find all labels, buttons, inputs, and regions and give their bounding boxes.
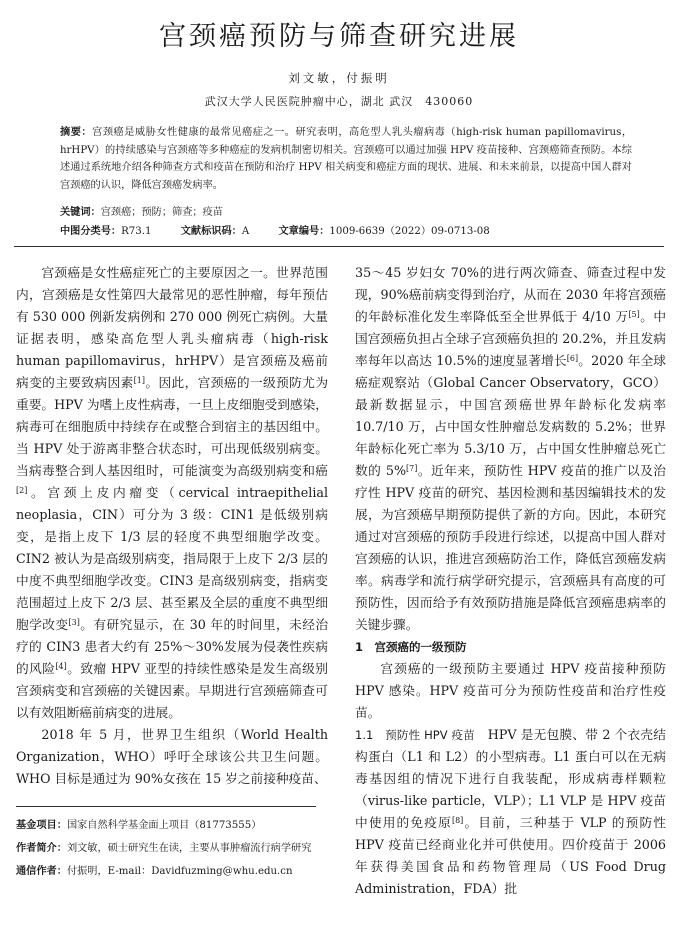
clc-label: 中图分类号： — [60, 226, 122, 237]
keywords-text: 宫颈癌；预防；筛查；疫苗 — [100, 207, 223, 218]
citation: [2] — [16, 486, 28, 495]
abstract-label: 摘要： — [60, 127, 93, 138]
body-paragraph: 2018 年 5 月，世界卫生组织（World Health Organization，WHO）呼吁全球该公共卫生问题。WHO 目标是通过为 90%女孩在 15 岁之前接种疫苗、 — [16, 727, 328, 786]
body-paragraph: 1.1 预防性 HPV 疫苗 HPV 是无包膜、带 2 个衣壳结构蛋白（L1 和 L2）的小型病毒。L1 蛋白可以在无病毒基因组的情况下进行自我装配，形成病毒样颗粒（virus-like particle，VLP）；L1 VLP 是 HPV 疫苗中使用的免疫原[8]。目前，三种基于 VLP 的预防性 HPV 疫苗已经商业化并可供使用。四价疫苗于 2006 年获得美国食品和药物管理局（US Food Drug Administration，FDA）批 — [355, 727, 666, 896]
subsection-heading: 1.1 预防性 HPV 疫苗 — [355, 728, 475, 742]
citation: [8] — [451, 816, 464, 825]
author-note — [16, 837, 328, 860]
author-list: 刘文敏，付振明 — [288, 71, 390, 85]
correspondence-text: 付振明，E-mail：Davidfuzming@whu.edu.cn — [66, 866, 293, 877]
affiliation: 武汉大学人民医院肿瘤中心，湖北 武汉 430060 — [204, 95, 474, 108]
author-bio-text: 刘文敏，硕士研究生在读，主要从事肿瘤流行病学研究 — [66, 843, 312, 854]
footnote-divider — [16, 806, 316, 807]
author-bio-label: 作者简介： — [16, 843, 67, 854]
body-paragraph: 宫颈癌的一级预防主要通过 HPV 疫苗接种预防 HPV 感染。HPV 疫苗可分为预防性疫苗和治疗性疫苗。 — [355, 661, 666, 720]
body-paragraph: 宫颈癌是女性癌症死亡的主要原因之一。世界范围内，宫颈癌是女性第四大最常见的恶性肿瘤，每年预估有 530 000 例新发病例和 270 000 例死亡病例。大量证据表明，感染高危型人乳头瘤病毒（high-risk human papillomavirus，hrHPV）是宫颈癌及癌前病变的主要致病因素[1]。因此，宫颈癌的一级预防尤为重要。HPV 为嗜上皮性病毒，一旦上皮细胞受到感染，病毒可在细胞质中持续存在或整合到宿主的基因组中。当 HPV 处于游离非整合状态时，可出现低级别病变。当病毒整合到人基因组时，可能演变为高级别病变和癌[2]。宫颈上皮内瘤变（cervical intraepithelial neoplasia，CIN）可分为 3 级：CIN1 是低级别病变，是指上皮下 1/3 层的轻度不典型细胞学改变。CIN2 被认为是高级别病变，指局限于上皮下 2/3 层的中度不典型细胞学改变。CIN3 是高级别病变，指病变范围超过上皮下 2/3 层、甚至累及全层的重度不典型细胞学改变[3]。有研究显示，在 30 年的时间里，未经治疗的 CIN3 患者大约有 25%～30%发展为侵袭性疾病的风险[4]。致瘤 HPV 亚型的持续性感染是发生高级别宫颈病变和宫颈癌的关键因素。早期进行宫颈癌筛查可以有效阻断癌前病变的进展。 — [16, 265, 329, 720]
header-divider — [14, 246, 664, 247]
citation: [3] — [68, 618, 80, 627]
correspondence-note — [16, 860, 328, 883]
clc-value: R73.1 — [121, 226, 152, 237]
article-number-value: 1009-6639（2022）09-0713-08 — [329, 226, 490, 237]
doc-code-label: 文献标识码： — [180, 226, 242, 237]
classification-line — [60, 222, 516, 237]
citation: [6] — [566, 354, 579, 363]
funding-note — [16, 814, 328, 837]
body-paragraph: 35～45 岁妇女 70%的进行两次筛查、筛查过程中发现，90%癌前病变得到治疗，从而在 2030 年将宫颈癌的年龄标准化发生率降低至全世界低于 4/10 万[5]。中国宫颈癌负担占全球子宫颈癌负担的 20.2%，并且发病率每年以高达 10.5%的速度显著增长[6]。2020 年全球癌症观察站（Global Cancer Observatory，GCO）最新数据显示，中国宫颈癌世界年龄标化发病率 10.7/10 万，占中国女性肿瘤总发病数的 5.2%；世界年龄标化死亡率为 5.3/10 万，占中国女性肿瘤总死亡数的 5%[7]。近年来，预防性 HPV 疫苗的推广以及治疗性 HPV 疫苗的研究、基因检测和基因编辑技术的发展，为宫颈癌早期预防提供了新的方向。因此，本研究通过对宫颈癌的预防手段进行综述，以提高中国人群对宫颈癌的认识，推进宫颈癌防治工作，降低宫颈癌发病率。病毒学和流行病学研究提示，宫颈癌具有高度的可预防性，因而给予有效预防措施是降低宫颈癌患病率的关键步骤。 — [355, 265, 667, 632]
doc-code-value: A — [241, 226, 250, 237]
citation: [7] — [406, 464, 418, 473]
funding-text: 国家自然科学基金面上项目（81773555） — [66, 820, 262, 831]
citation: [5] — [628, 310, 640, 319]
abstract-text: 宫颈癌是威胁女性健康的最常见癌症之一。研究表明，高危型人乳头瘤病毒（high-risk human papillomavirus，hrHPV）的持续感染与宫颈癌等多种癌症的发病机制密切相关。宫颈癌可以通过加强 HPV 疫苗接种、宫颈癌筛查预防。本综述通过系统地介绍各种筛查方式和疫苗在预防和治疗 HPV 相关病变和癌症方面的现状、进展、和未来前景，以提高中国人群对宫颈癌的认识，降低宫颈癌发病率。 — [60, 127, 633, 191]
citation: [1] — [133, 376, 145, 385]
left-column — [16, 262, 328, 790]
footnotes — [16, 814, 328, 883]
section-heading: 1 宫颈癌的一级预防 — [355, 640, 467, 654]
correspondence-label: 通信作者： — [16, 866, 67, 877]
right-column — [355, 262, 666, 900]
abstract — [60, 124, 632, 194]
citation: [4] — [55, 662, 67, 671]
keywords-label: 关键词： — [60, 207, 101, 218]
funding-label: 基金项目： — [16, 820, 67, 831]
keywords — [60, 203, 223, 218]
article-number-label: 文章编号： — [278, 226, 330, 237]
paper-title: 宫颈癌预防与筛查研究进展 — [159, 21, 519, 52]
